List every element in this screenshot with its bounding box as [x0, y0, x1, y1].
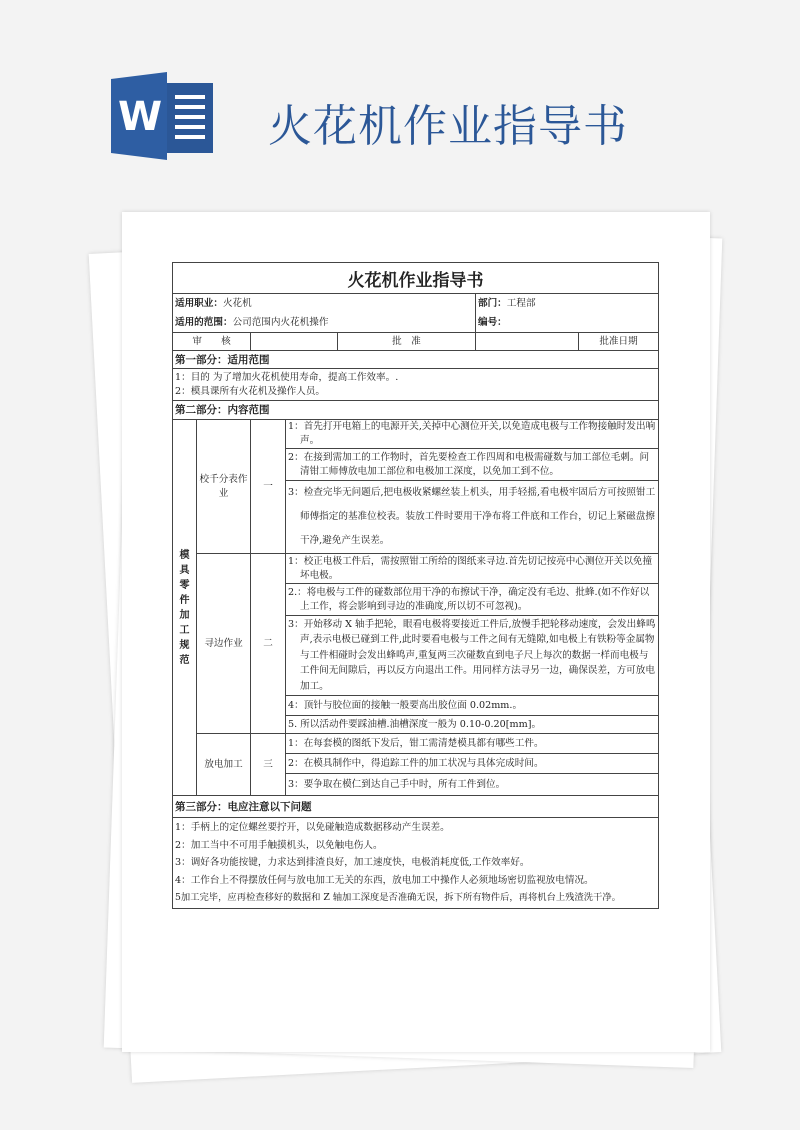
scope-value: 公司范围内火花机操作	[232, 316, 329, 328]
list-item: 3：开始移动 X 轴手把轮，眼看电极将要接近工件后,放慢手把轮移动速度，会发出蜂鸣声,表示电极已碰到工件,此时要看电极与工件之间有无缝隙,如电极上有铁粉等金属物与工件相碰时会发出蜂鸣声,重复两三次碰数直到电子尺上每次的数据一样而电极与工件间无间隙后，再以反方向退出工件。用同样方法寻另一边，确保误差，方可放电加工。	[286, 616, 659, 696]
instruction-table	[172, 262, 659, 909]
section-number: 三	[251, 734, 286, 796]
list-item: 1：目的 为了增加火花机使用寿命，提高工作效率。.	[175, 371, 399, 383]
part1-heading: 第一部分：适用范围	[173, 351, 659, 369]
part1-content	[173, 369, 659, 401]
scope-label: 适用的范围：	[175, 316, 233, 328]
side-label: 模具零件加工规范	[173, 420, 197, 796]
part3-content	[173, 818, 659, 909]
list-item: 2：模具课所有火花机及操作人员。	[175, 385, 326, 397]
list-item: 5. 所以活动件要踩油槽.油槽深度一般为 0.10-0.20[mm]。	[286, 716, 659, 734]
approve-label: 批 准	[338, 333, 476, 351]
list-item: 2：加工当中不可用手触摸机头，以免触电伤人。	[175, 839, 383, 851]
section-name: 放电加工	[197, 734, 251, 796]
list-item: 2：在接到需加工的工作物时，首先要检查工作四周和电极需碰数与加工部位毛刺。问清钳工师傅放电加工部位和电极加工深度，以免加工到不位。	[286, 449, 659, 481]
list-item: 3：要争取在模仁到达自己手中时，所有工件到位。	[286, 774, 659, 796]
logo-letter: W	[118, 94, 163, 140]
part3-heading: 第三部分：电应注意以下问题	[173, 796, 659, 818]
section-name: 寻边作业	[197, 554, 251, 734]
list-item: 2：在模具制作中，得追踪工件的加工状况与具体完成时间。	[286, 754, 659, 774]
list-item: 1：校正电极工件后，需按照钳工所给的图纸来寻边.首先切记按亮中心测位开关以免撞坏电极。	[286, 554, 659, 584]
list-item: 1：手柄上的定位螺丝要拧开，以免碰触造成数据移动产生误差。	[175, 822, 450, 834]
number-label: 编号：	[478, 316, 507, 328]
list-item: 1：在每套模的图纸下发后，钳工需清楚模具都有哪些工件。	[286, 734, 659, 754]
section-number: 二	[251, 554, 286, 734]
list-item: 5加工完毕，应再检查移好的数据和 Z 轴加工深度是否准确无误，拆下所有物件后，再将机台上残渣洗干净。	[175, 892, 621, 904]
review-label: 审 核	[173, 333, 251, 351]
dept-label: 部门：	[478, 297, 507, 309]
word-logo-icon	[111, 72, 213, 160]
dept-value: 工程部	[506, 297, 536, 309]
section-number: 一	[251, 420, 286, 554]
list-item: 3：调好各功能按键，力求达到排渣良好，加工速度快，电极消耗度低,工作效率好。	[175, 857, 530, 869]
part2-heading: 第二部分：内容范围	[173, 401, 659, 420]
list-item: 4：工作台上不得摆放任何与放电加工无关的东西，放电加工中操作人必须地场密切监视放电情况。	[175, 874, 594, 886]
list-item: 2.：将电极与工件的碰数部位用干净的布擦试干净，确定没有毛边、批蜂.(如不作好以上工作，将会影响到寻边的准确度,所以切不可忽视)。	[286, 584, 659, 616]
list-item: 1：首先打开电箱上的电源开关,关掉中心测位开关,以免造成电极与工作物接触时发出响声。	[286, 420, 659, 449]
list-item: 3：检查完毕无问题后,把电极收紧螺丝装上机头，用手轻摇,看电极牢固后方可按照钳工师傅指定的基准位校表。装放工件时要用干净布将工件底和工作台，切记上紧磁盘擦干净,避免产生误差。	[286, 481, 659, 554]
section-name: 校千分表作业	[197, 420, 251, 554]
banner-title: 火花机作业指导书	[268, 101, 628, 152]
job-label: 适用职业：	[175, 297, 223, 309]
approve-date-label: 批准日期	[579, 333, 659, 351]
job-value: 火花机	[222, 297, 252, 309]
list-item: 4：顶针与胶位面的接触一般要高出胶位面 0.02mm.。	[286, 696, 659, 716]
document-title: 火花机作业指导书	[173, 263, 659, 294]
